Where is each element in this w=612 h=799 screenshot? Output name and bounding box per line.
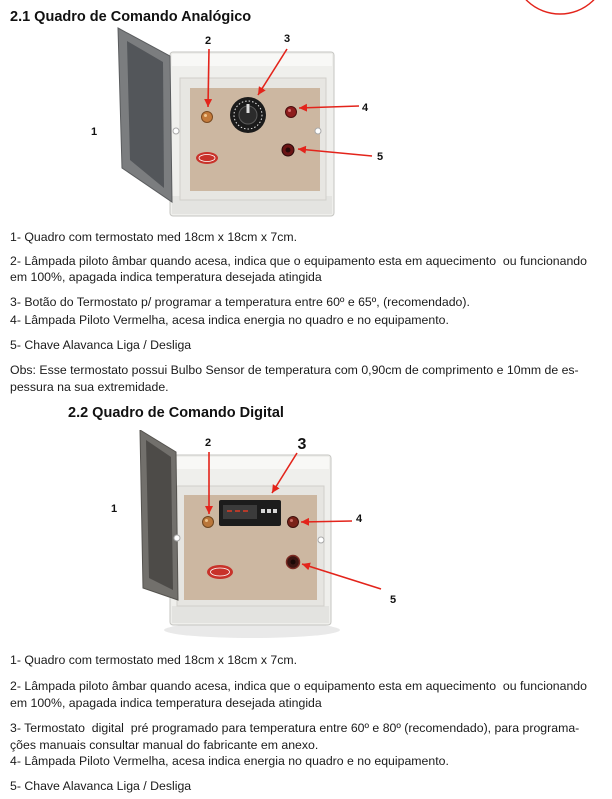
section-heading-digital: 2.2 Quadro de Comando Digital <box>68 405 284 421</box>
red-pilot-lamp <box>288 517 299 528</box>
arrow-4 <box>301 521 352 522</box>
enclosure-box <box>170 52 334 216</box>
callout-5: 5 <box>389 594 397 606</box>
enclosure-box <box>170 455 331 625</box>
digital-panel-photo <box>100 430 410 645</box>
red-circle-mark <box>500 0 612 20</box>
toggle-switch <box>287 556 300 569</box>
brand-logo <box>207 565 233 579</box>
digital-item-4: 4- Lâmpada Piloto Vermelha, acesa indica energia no quadro e no equipamento. <box>10 754 449 768</box>
amber-pilot-lamp <box>202 112 213 123</box>
digital-item-1: 1- Quadro com termostato med 18cm x 18cm x 7cm. <box>10 653 298 667</box>
digital-item-2-line-1: 2- Lâmpada piloto âmbar quando acesa, indica que o equipamento esta em aquecimento ou funcionando <box>10 679 587 693</box>
callout-4: 4 <box>361 102 369 114</box>
open-door <box>140 430 178 600</box>
digital-item-2-line-2: em 100%, apagada indica temperatura desejada atingida <box>10 696 322 710</box>
callout-1: 1 <box>110 503 118 515</box>
screw-right <box>315 128 321 134</box>
section-heading-analog: 2.1 Quadro de Comando Analógico <box>10 9 252 25</box>
callout-2: 2 <box>204 437 212 449</box>
thermostat-dial <box>230 97 266 133</box>
digital-controller <box>219 500 281 526</box>
toggle-switch <box>282 144 294 156</box>
callout-1: 1 <box>90 126 98 138</box>
callout-5: 5 <box>376 151 384 163</box>
screw-left <box>173 128 179 134</box>
controller-button <box>273 509 277 513</box>
red-pilot-lamp <box>286 107 297 118</box>
digital-item-3-line-2: ções manuais consultar manual do fabricante em anexo. <box>10 738 319 752</box>
digital-item-3-line-1: 3- Termostato digital pré programado para temperatura entre 60º e 80º (recomendado), para programa- <box>10 721 580 735</box>
analog-note-line-2: pessura na sua extremidade. <box>10 380 169 394</box>
arrow-2 <box>208 49 209 107</box>
analog-note-line-1: Obs: Esse termostato possui Bulbo Sensor de temperatura com 0,90cm de comprimento e 10mm de es- <box>10 363 579 377</box>
screw-left <box>174 535 180 541</box>
callout-3: 3 <box>297 436 307 453</box>
analog-item-4: 4- Lâmpada Piloto Vermelha, acesa indica energia no quadro e no equipamento. <box>10 313 449 327</box>
analog-item-2-line-2: em 100%, apagada indica temperatura desejada atingida <box>10 270 322 284</box>
screw-right <box>318 537 324 543</box>
analog-item-3: 3- Botão do Termostato p/ programar a temperatura entre 60º e 65º, (recomendado). <box>10 295 470 309</box>
open-door <box>118 28 172 202</box>
controller-button <box>261 509 265 513</box>
callout-4: 4 <box>355 513 363 525</box>
brand-logo <box>196 152 218 164</box>
callout-3: 3 <box>283 33 291 45</box>
analog-item-1: 1- Quadro com termostato med 18cm x 18cm x 7cm. <box>10 230 298 244</box>
digital-item-5: 5- Chave Alavanca Liga / Desliga <box>10 779 192 793</box>
callout-2: 2 <box>204 35 212 47</box>
controller-button <box>267 509 271 513</box>
analog-item-5: 5- Chave Alavanca Liga / Desliga <box>10 338 192 352</box>
amber-pilot-lamp <box>203 517 214 528</box>
analog-panel-photo <box>80 24 390 224</box>
analog-item-2-line-1: 2- Lâmpada piloto âmbar quando acesa, indica que o equipamento esta em aquecimento ou funcionando <box>10 254 587 268</box>
